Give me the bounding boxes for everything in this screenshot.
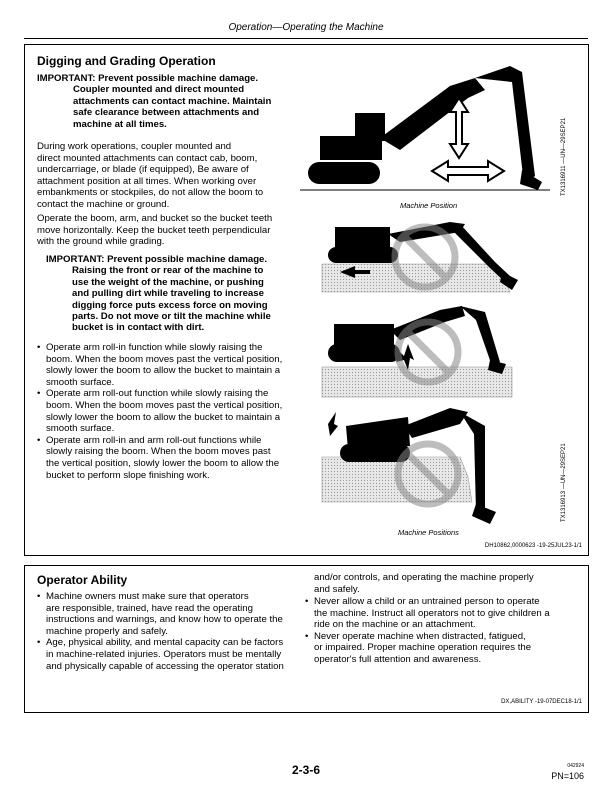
text-line: direct mounted attachments can contact cab, boom, [37,152,258,164]
operator-continuation [314,572,574,595]
text-line: • Machine owners must make sure that operators [46,591,249,602]
text-line: instructions and warnings, and know how to operate the [46,614,283,626]
text-line: bucket to perform slope finishing work. [46,469,210,481]
direction-arrow [450,98,468,158]
important-line: Raising the front or rear of the machine to [72,265,264,277]
text-line: • Age, physical ability, and mental capacity can be factors [46,637,284,649]
text-line: with the ground while grading. [37,236,165,248]
important-line: machine at all times. [73,118,167,130]
important-notice-2 [46,254,302,334]
text-line: boom. When the boom moves past the vertical position, [46,353,283,365]
pn-label: PN=106 [551,771,584,781]
important-line: parts. Do not move or tilt the machine while [72,311,271,323]
excavator-illustration [300,58,550,198]
section-title-digging: Digging and Grading Operation [37,54,216,68]
important-line: bucket is in contact with dirt. [72,322,205,334]
excavator-illustration [300,212,550,532]
text-line: operator's full attention and awareness. [314,653,482,665]
text-line: ride on the machine or an attachment. [314,619,476,631]
text-line: • Operate arm roll-in function while slowly raising the [46,342,263,353]
text-line: in machine-related injuries. Operators must be mentally [46,648,282,660]
text-line: • Never allow a child or an untrained person to operate [314,596,540,607]
operator-bullets-left [37,591,305,672]
text-line: and safely. [314,583,360,595]
section-title-operator-ability: Operator Ability [37,573,128,587]
date-code: 042924 [567,763,584,769]
header-rule [24,38,588,39]
text-line: • Never operate machine when distracted, fatigued, [314,630,526,642]
figure-caption: Machine Positions [398,528,459,537]
list-item [37,388,303,434]
text-line: undercarriage, or blade (if equipped), Be aware of [37,164,249,176]
important-line: and pulling dirt while traveling to increase [72,288,264,300]
list-item [37,637,305,672]
text-line: are responsible, trained, have read the operating [46,602,253,614]
text-line: boom. When the boom moves past the vertical position, [46,399,283,411]
text-line: embankments or stockpiles, do not allow the boom to [37,187,264,199]
text-line: smooth surface. [46,423,115,435]
text-line: slowly raising the boom. When the boom moves past [46,446,271,458]
important-line: digging force puts excess force on moving [72,299,268,311]
important-lead: IMPORTANT: Prevent possible machine damage. [37,73,259,84]
direction-arrow [432,161,504,181]
reference-code: DX,ABILITY -19-07DEC18-1/1 [501,699,582,705]
important-lead: IMPORTANT: Prevent possible machine damage. [46,254,268,265]
text-line: attachment position at all times. When working over [37,175,257,187]
list-item [37,435,303,481]
text-line: smooth surface. [46,376,115,388]
list-item [305,631,580,666]
text-line: and/or controls, and operating the machine properly [314,572,534,583]
text-line: slowly lower the boom to allow the bucket to maintain a [46,411,281,423]
operation-bullet-list [37,342,303,481]
text-line: and physically capable of accessing the operator station [46,660,284,672]
list-item [37,342,303,388]
text-line: slowly lower the boom to allow the bucket to maintain a [46,365,281,377]
text-line: machine properly and safely. [46,625,168,637]
list-item [37,591,305,637]
paragraph-attachments [37,141,299,211]
important-line: safe clearance between attachments and [73,107,260,119]
text-line: contact the machine or ground. [37,198,170,210]
list-item [305,596,580,631]
running-header: Operation—Operating the Machine [228,22,384,33]
important-line: attachments can contact machine. Maintain [73,95,272,107]
important-line: Coupler mounted and direct mounted [73,84,245,96]
text-line: • Operate arm roll-out function while slowly raising the [46,388,269,400]
text-line: • Operate arm roll-in and arm roll-out functions while [46,434,262,446]
important-notice-1 [37,73,297,130]
important-line: use the weight of the machine, or pushing [72,276,264,288]
paragraph-grading [37,213,299,248]
figure-code: TX1316913 —UN—29SEP21 [561,443,567,522]
text-line: move horizontally. Keep the bucket teeth perpendicular [37,224,271,236]
figure-caption: Machine Position [400,201,458,210]
figure-code: TX1316911 —UN—29SEP21 [561,117,567,196]
page-number: 2-3-6 [291,763,320,777]
text-line: the machine. Instruct all operators not to give children a [314,607,550,619]
text-line: Operate the boom, arm, and bucket so the bucket teeth [37,213,273,224]
text-line: During work operations, coupler mounted and [37,141,232,152]
reference-code: DH10862,0000623 -19-25JUL23-1/1 [484,543,582,549]
text-line: or impaired. Proper machine operation requires the [314,642,532,654]
operator-bullets-right [305,596,580,666]
text-line: the vertical position, slowly lower the boom to allow the [46,457,280,469]
